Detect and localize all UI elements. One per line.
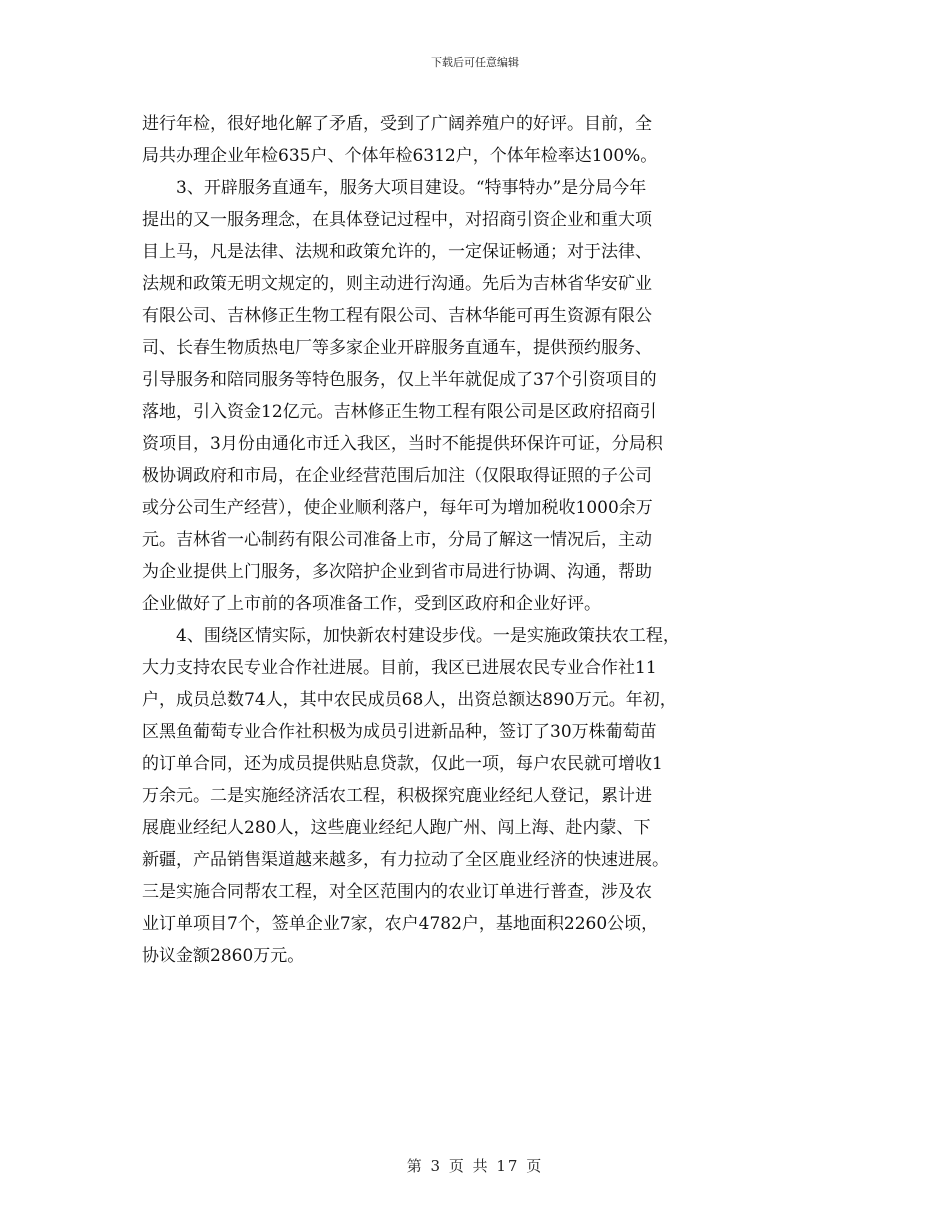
paragraph-start-line: 4、围绕区情实际，加快新农村建设步伐。一是实施政策扶农工程， <box>176 626 680 646</box>
text-line: 法规和政策无明文规定的，则主动进行沟通。先后为吉林省华安矿业 <box>142 274 652 294</box>
text-line: 局共办理企业年检635户、个体年检6312户，个体年检率达100%。 <box>142 146 658 166</box>
text-line: 万余元。二是实施经济活农工程，积极探究鹿业经纪人登记，累计进 <box>142 786 652 806</box>
text-line: 极协调政府和市局，在企业经营范围后加注（仅限取得证照的子公司 <box>142 466 652 486</box>
text-line: 协议金额2860万元。 <box>142 946 305 966</box>
text-line: 提出的又一服务理念，在具体登记过程中，对招商引资企业和重大项 <box>142 210 652 230</box>
text-line: 资项目，3月份由通化市迁入我区，当时不能提供环保许可证，分局积 <box>142 434 663 454</box>
page-header: 下载后可任意编辑 <box>431 56 519 69</box>
text-line: 司、长春生物质热电厂等多家企业开辟服务直通车，提供预约服务、 <box>142 338 652 358</box>
text-line: 户，成员总数74人，其中农民成员68人，出资总额达890万元。年初， <box>142 690 677 710</box>
text-line: 三是实施合同帮农工程，对全区范围内的农业订单进行普查，涉及农 <box>142 882 652 902</box>
text-line: 新疆，产品销售渠道越来越多，有力拉动了全区鹿业经济的快速进展。 <box>142 850 669 870</box>
text-line: 元。吉林省一心制药有限公司准备上市，分局了解这一情况后，主动 <box>142 530 652 550</box>
text-line: 展鹿业经纪人280人，这些鹿业经纪人跑广州、闯上海、赴内蒙、下 <box>142 818 651 838</box>
text-line: 为企业提供上门服务，多次陪护企业到省市局进行协调、沟通，帮助 <box>142 562 652 582</box>
text-line: 企业做好了上市前的各项准备工作，受到区政府和企业好评。 <box>142 594 601 614</box>
paragraph-start-line: 3、开辟服务直通车，服务大项目建设。“特事特办”是分局今年 <box>176 178 647 198</box>
page-number: 第 3 页 共 17 页 <box>406 1157 544 1175</box>
text-line: 的订单合同，还为成员提供贴息贷款，仅此一项，每户农民就可增收1 <box>142 754 663 774</box>
body-text <box>142 108 810 972</box>
text-line: 进行年检，很好地化解了矛盾，受到了广阔养殖户的好评。目前，全 <box>142 114 652 134</box>
text-line: 区黑鱼葡萄专业合作社积极为成员引进新品种，签订了30万株葡萄苗 <box>142 722 657 742</box>
text-line: 目上马，凡是法律、法规和政策允许的，一定保证畅通；对于法律、 <box>142 242 652 262</box>
text-line: 大力支持农民专业合作社进展。目前，我区已进展农民专业合作社11 <box>142 658 657 678</box>
text-line: 或分公司生产经营），使企业顺利落户，每年可为增加税收1000余万 <box>142 498 653 518</box>
text-line: 有限公司、吉林修正生物工程有限公司、吉林华能可再生资源有限公 <box>142 306 652 326</box>
text-line: 业订单项目7个，签单企业7家，农户4782户，基地面积2260公顷， <box>142 914 659 934</box>
text-line: 引导服务和陪同服务等特色服务，仅上半年就促成了37个引资项目的 <box>142 370 657 390</box>
text-line: 落地，引入资金12亿元。吉林修正生物工程有限公司是区政府招商引 <box>142 402 657 422</box>
